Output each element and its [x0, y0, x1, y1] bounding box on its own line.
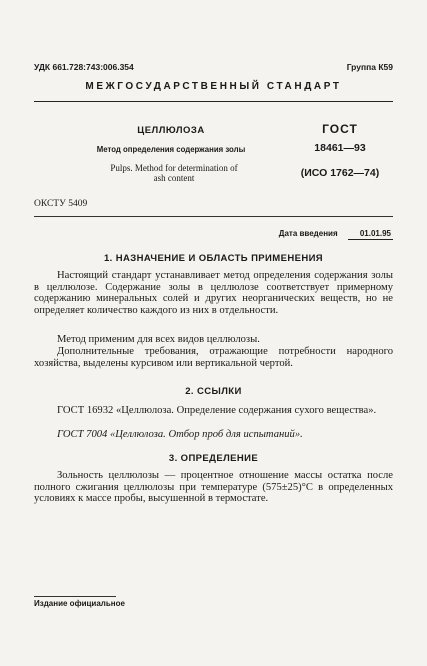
header-divider: [34, 101, 393, 102]
section-2-paragraph-1: ГОСТ 16932 «Целлюлоза. Определение содержания сухого вещества».: [57, 405, 377, 416]
okstu-code: ОКСТУ 5409: [34, 199, 88, 209]
intro-date: [279, 229, 393, 240]
intro-date-label: Дата введения: [278, 229, 338, 238]
gost-label: ГОСТ: [322, 122, 358, 136]
document-title-english: Pulps. Method for determination of ash content: [110, 163, 238, 183]
document-title: ЦЕЛЛЮЛОЗА: [137, 125, 205, 136]
standard-banner: МЕЖГОСУДАРСТВЕННЫЙ СТАНДАРТ: [85, 81, 342, 92]
section-1-paragraph-2: Метод применим для всех видов целлюлозы.: [57, 334, 260, 345]
official-edition-label: Издание официальное: [34, 599, 125, 608]
group-code: Группа К59: [346, 62, 393, 72]
header-row: [34, 62, 393, 76]
title-divider: [34, 216, 393, 217]
gost-block: [290, 122, 390, 179]
gost-number: 18461—93: [314, 142, 366, 154]
section-2-paragraph-2: ГОСТ 7004 «Целлюлоза. Отбор проб для испытаний».: [57, 429, 303, 440]
footer-divider: [34, 596, 116, 597]
section-1-paragraph-1: Настоящий стандарт устанавливает метод определения содержания золы в целлюлозе. Содержание золы в целлюлозе соответствует примерному содержанию минеральных солей и других неорганических веществ, но не определяет количество каждого из них в отдельности.: [34, 270, 393, 316]
section-heading-2: 2. ССЫЛКИ: [185, 386, 242, 397]
section-3-paragraph-1: Зольность целлюлозы — процентное отношение массы остатка после полного сжигания целлюлозы при температуре (575±25)°С в определенных условиях к массе пробы, высушенной в термостате.: [34, 470, 393, 505]
title-block: [34, 125, 274, 183]
section-heading-3: 3. ОПРЕДЕЛЕНИЕ: [168, 453, 259, 464]
document-subtitle: Метод определения содержания золы: [96, 145, 246, 154]
section-1-paragraph-3: Дополнительные требования, отражающие потребности народного хозяйства, выделены курсивом или вертикальной чертой.: [34, 346, 393, 369]
udk-code: УДК 661.728:743:006.354: [34, 62, 134, 72]
section-heading-1: 1. НАЗНАЧЕНИЕ И ОБЛАСТЬ ПРИМЕНЕНИЯ: [103, 253, 324, 264]
intro-date-value: 01.01.95: [348, 229, 393, 240]
iso-reference: (ИСО 1762—74): [300, 167, 380, 179]
